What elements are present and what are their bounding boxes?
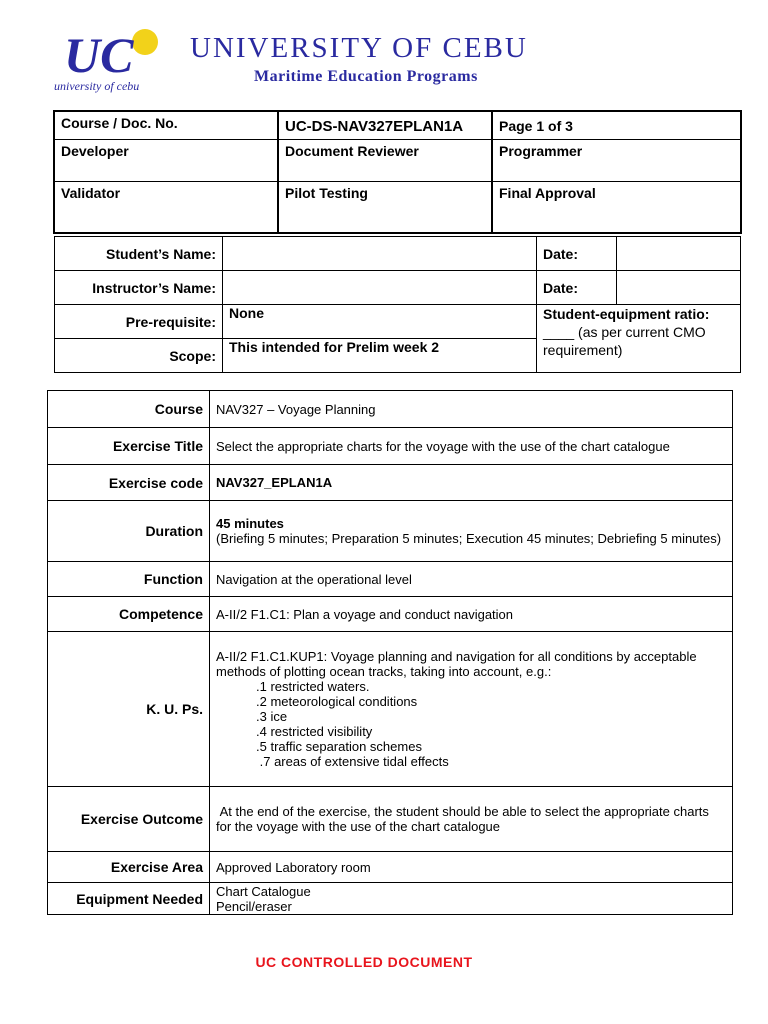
svg-text:university of cebu: university of cebu <box>54 79 140 93</box>
exercise-code-label: Exercise code <box>48 465 210 501</box>
kups-label: K. U. Ps. <box>48 632 210 787</box>
programmer-label: Programmer <box>492 139 741 181</box>
pilot-testing-label: Pilot Testing <box>278 181 492 233</box>
competence-label: Competence <box>48 597 210 632</box>
scope-label: Scope: <box>55 339 223 373</box>
university-logo <box>52 22 177 94</box>
prerequisite-label: Pre-requisite: <box>55 305 223 339</box>
ratio-label: Student-equipment ratio: <box>543 306 710 322</box>
exercise-outcome-value: At the end of the exercise, the student should be able to select the appropriate charts for the voyage with the use of the chart catalogue <box>210 787 733 852</box>
kups-value <box>210 632 733 787</box>
function-value: Navigation at the operational level <box>210 562 733 597</box>
duration-value <box>210 501 733 562</box>
date-label-2: Date: <box>537 271 617 305</box>
course-label: Course <box>48 391 210 428</box>
equipment-needed-value <box>210 883 733 915</box>
instructor-name-label: Instructor’s Name: <box>55 271 223 305</box>
date-label: Date: <box>537 237 617 271</box>
duration-detail: (Briefing 5 minutes; Preparation 5 minutes; Execution 45 minutes; Debriefing 5 minutes) <box>216 531 722 546</box>
kups-intro: A-II/2 F1.C1.KUP1: Voyage planning and navigation for all conditions by acceptable methods of plotting ocean tracks, taking into account, e.g.: <box>216 649 697 679</box>
program-name: Maritime Education Programs <box>254 68 478 85</box>
exercise-title-value: Select the appropriate charts for the voyage with the use of the chart catalogue <box>210 428 733 465</box>
student-info-table <box>54 236 741 373</box>
duration-main: 45 minutes <box>216 516 284 531</box>
list-item: .3 ice <box>256 709 288 724</box>
list-item: .7 areas of extensive tidal effects <box>256 754 449 769</box>
exercise-code-value: NAV327_EPLAN1A <box>210 465 733 501</box>
reviewer-label: Document Reviewer <box>278 139 492 181</box>
page-number: Page 1 of 3 <box>492 111 741 139</box>
instructor-name-field[interactable] <box>223 271 537 305</box>
validator-label: Validator <box>54 181 278 233</box>
doc-number: UC-DS-NAV327EPLAN1A <box>278 111 492 139</box>
exercise-details-table <box>47 390 733 915</box>
list-item: .2 meteorological conditions <box>256 694 418 709</box>
exercise-title-label: Exercise Title <box>48 428 210 465</box>
prerequisite-value: None <box>223 305 537 339</box>
list-item: .4 restricted visibility <box>256 724 373 739</box>
final-approval-label: Final Approval <box>492 181 741 233</box>
list-item: Chart Catalogue <box>216 883 311 899</box>
student-name-field[interactable] <box>223 237 537 271</box>
student-name-label: Student’s Name: <box>55 237 223 271</box>
exercise-area-label: Exercise Area <box>48 852 210 883</box>
controlled-document-notice: UC CONTROLLED DOCUMENT <box>255 954 473 970</box>
duration-label: Duration <box>48 501 210 562</box>
date-field-2[interactable] <box>617 271 741 305</box>
list-item: .5 traffic separation schemes <box>256 739 422 754</box>
ratio-value: ____ (as per current CMO requirement) <box>543 324 706 358</box>
course-doc-label: Course / Doc. No. <box>54 111 278 139</box>
course-value: NAV327 – Voyage Planning <box>210 391 733 428</box>
scope-value: This intended for Prelim week 2 <box>223 339 537 373</box>
list-item: .1 restricted waters. <box>256 679 370 694</box>
document-info-table <box>53 110 742 234</box>
function-label: Function <box>48 562 210 597</box>
student-equipment-ratio <box>537 305 741 373</box>
competence-value: A-II/2 F1.C1: Plan a voyage and conduct navigation <box>210 597 733 632</box>
exercise-area-value: Approved Laboratory room <box>210 852 733 883</box>
university-name: UNIVERSITY OF CEBU <box>190 32 528 64</box>
svg-text:UC: UC <box>64 27 134 83</box>
list-item: Pencil/eraser <box>216 898 292 914</box>
date-field[interactable] <box>617 237 741 271</box>
developer-label: Developer <box>54 139 278 181</box>
equipment-needed-label: Equipment Needed <box>48 883 210 915</box>
exercise-outcome-label: Exercise Outcome <box>48 787 210 852</box>
